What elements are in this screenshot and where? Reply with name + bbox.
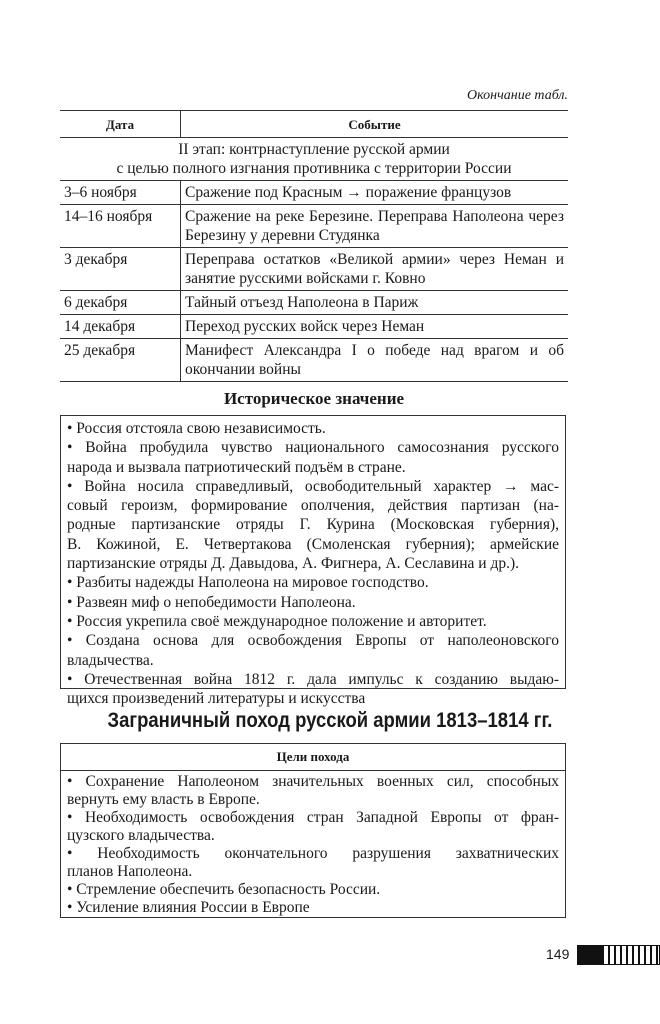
list-item-line: • Необходимость окончательного разрушения захватнических (67, 845, 559, 862)
campaign-heading: Заграничный поход русской армии 1813–1814 гг. (107, 709, 553, 732)
list-item (67, 612, 559, 631)
event-date: 25 декабря (60, 339, 181, 382)
list-item-line: • Сохранение Наполеоном значительных военных сил, способных (67, 773, 559, 790)
continuation-label: Окончание табл. (467, 88, 568, 103)
table-row (60, 315, 568, 339)
list-item (67, 773, 559, 809)
goals-header: Цели похода (61, 744, 565, 771)
list-item-line: народа и вызвала патриотический подъём в стране. (67, 458, 406, 476)
event-description: Переход русских войск через Неман (185, 318, 425, 335)
list-item-line: • Усиление влияния России в Европе (67, 899, 310, 916)
list-item (67, 670, 559, 709)
list-item-line: В. Кожиной, Е. Четвертакова (Смоленская губерния); армейские (67, 535, 559, 553)
list-item-line: планов Наполеона. (67, 863, 193, 880)
event-date: 14 декабря (60, 315, 181, 339)
page-edge-bar-decoration (577, 945, 660, 965)
event-description: Манифест Александра I о победе над врагом и об окончании войны (185, 342, 564, 378)
stage-title-line: с целью полного изгнания противника с территории России (116, 160, 512, 177)
stage-title (60, 138, 568, 181)
list-item-line: партизанские отряды Д. Давыдова, А. Фигнера, А. Сеславина и др.). (67, 555, 520, 573)
events-table (60, 110, 568, 382)
list-item-line: • Создана основа для освобождения Европы от наполеоновского (67, 632, 559, 650)
event-date: 6 декабря (60, 291, 181, 315)
list-item-line: • Война пробудила чувство национального самосознания русского (67, 439, 559, 457)
list-item-line: • Война носила справедливый, освободительный характер → мас- (67, 477, 559, 495)
event-date: 3–6 ноября (60, 181, 181, 205)
event-description: Тайный отъезд Наполеона в Париж (185, 294, 419, 311)
event-date: 3 декабря (60, 248, 181, 291)
goals-list (61, 771, 565, 919)
list-item-line: • Развеян миф о непобедимости Наполеона. (67, 593, 356, 611)
event-description: Сражение под Красным → поражение французов (185, 184, 512, 201)
significance-heading: Историческое значение (223, 389, 405, 408)
list-item (67, 477, 559, 573)
list-item (67, 845, 559, 881)
list-item-line: цузского владычества. (67, 827, 215, 844)
list-item-line: • Россия укрепила своё международное положение и авторитет. (67, 612, 487, 630)
table-row (60, 181, 568, 205)
date-column-header: Дата (60, 111, 181, 138)
event-description: Переправа остатков «Великой армии» через Неман и занятие русскими войсками г. Ковно (185, 251, 564, 287)
table-row (60, 205, 568, 248)
list-item-line: совый героизм, формирование ополчения, действия партизан (на- (67, 497, 559, 515)
list-item-line: • Россия отстояла свою независимость. (67, 420, 326, 437)
list-item-line: владычества. (67, 651, 154, 669)
table-header-row (60, 111, 568, 138)
list-item (67, 438, 559, 477)
table-row (60, 339, 568, 382)
event-description: Сражение на реке Березине. Переправа Наполеона через Березину у деревни Студянка (185, 208, 564, 244)
list-item-line: родные партизанские отряды Г. Курина (Московская губерния), (67, 516, 559, 534)
goals-table (60, 743, 566, 918)
stage-row (60, 138, 568, 181)
list-item-line: • Разбиты надежды Наполеона на мировое господство. (67, 574, 429, 592)
list-item (67, 881, 559, 899)
page-number: 149 (546, 946, 570, 962)
event-column-header: Событие (348, 116, 401, 132)
list-item-line: • Стремление обеспечить безопасность России. (67, 881, 381, 898)
significance-box (60, 415, 566, 708)
list-item-line: • Отечественная война 1812 г. дала импульс к созданию выдаю- (67, 670, 559, 688)
table-row (60, 248, 568, 291)
list-item (67, 899, 559, 917)
list-item-line: вернуть ему власть в Европе. (67, 791, 260, 808)
list-item-line: щихся произведений литературы и искусства (67, 690, 366, 708)
list-item (67, 809, 559, 845)
list-item (67, 573, 559, 592)
list-item (67, 419, 559, 438)
stage-title-line: II этап: контрнаступление русской армии (178, 141, 450, 158)
event-date: 14–16 ноября (60, 205, 181, 248)
table-row (60, 291, 568, 315)
list-item (67, 593, 559, 612)
list-item (67, 631, 559, 670)
list-item-line: • Необходимость освобождения стран Западной Европы от фран- (67, 809, 559, 826)
